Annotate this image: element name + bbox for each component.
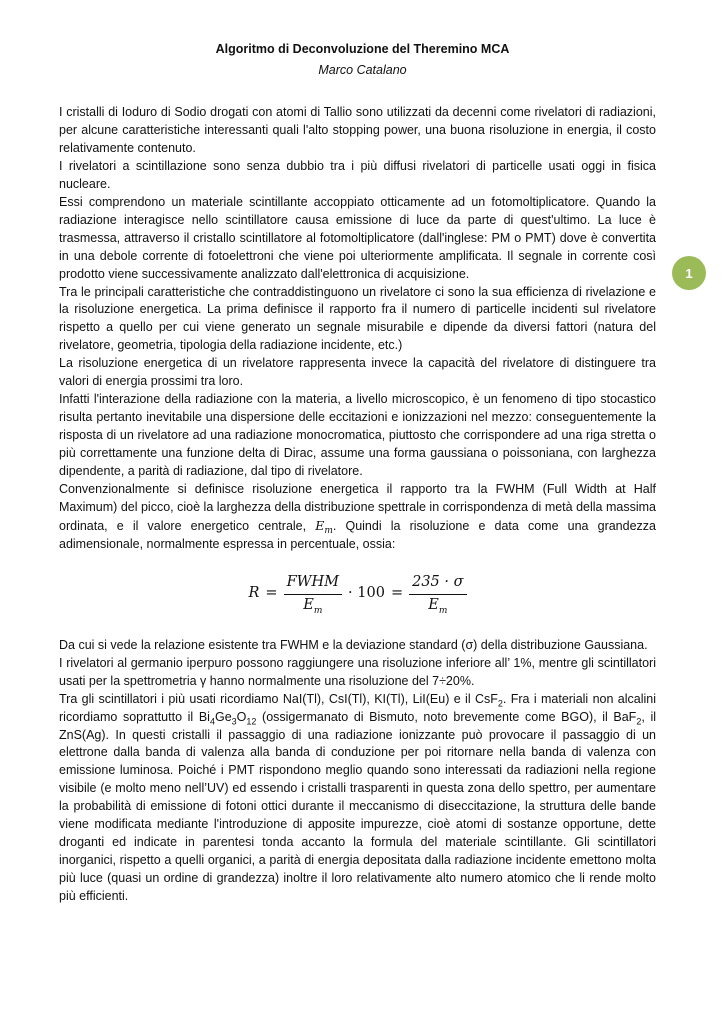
document-title: Algoritmo di Deconvoluzione del Theremino MCA bbox=[215, 42, 510, 56]
document-body bbox=[59, 104, 656, 906]
formula-fraction-sigma bbox=[409, 574, 466, 615]
paragraph bbox=[59, 481, 656, 554]
paragraph: I rivelatori al germanio iperpuro possono raggiungere una risoluzione inferiore all’ 1%, mentre gli scintillatori usati per la spettrometria γ hanno normalmente una risoluzione del 7÷20%. bbox=[59, 655, 656, 688]
fraction-numerator: FWHM bbox=[284, 574, 342, 595]
chemical-subscript: 2 bbox=[497, 698, 503, 709]
page-number-badge: 1 bbox=[672, 256, 706, 290]
resolution-formula bbox=[59, 574, 656, 615]
paragraph: Tra le principali caratteristiche che contraddistinguono un rivelatore ci sono la sua efficienza di rivelazione e la risoluzione energetica. La prima definisce il rapporto fra il numero di particelle incidenti sul rivelatore rispetto a quello per cui viene generato un segnale misurabile e dipende da diversi fattori (natura del rivelatore, geometria, tipologia della radiazione incidente, etc.) bbox=[59, 284, 656, 353]
text-run: Tra gli scintillatori i più usati ricordiamo NaI(Tl), CsI(Tl), KI(Tl), LiI(Eu) e il CsF bbox=[59, 691, 498, 706]
paragraph: I rivelatori a scintillazione sono senza dubbio tra i più diffusi rivelatori di particelle usati oggi in fisica nucleare. bbox=[59, 158, 656, 191]
math-symbol: E bbox=[315, 517, 325, 533]
chemical-subscript: 3 bbox=[231, 716, 237, 727]
fraction-denominator bbox=[425, 595, 450, 615]
chemical-subscript: 2 bbox=[636, 716, 642, 727]
formula-fraction-fwhm bbox=[284, 574, 342, 615]
fraction-numerator: 235 · σ bbox=[409, 574, 466, 595]
document-author: Marco Catalano bbox=[318, 63, 407, 77]
paragraph bbox=[59, 691, 656, 906]
chemical-subscript: 4 bbox=[209, 716, 215, 727]
paragraph: La risoluzione energetica di un rivelatore rappresenta invece la capacità del rivelatore di distinguere tra valori di energia prossimi tra loro. bbox=[59, 356, 656, 389]
formula-lhs: R bbox=[248, 585, 260, 602]
denominator-subscript: m bbox=[313, 605, 323, 616]
paragraph: Infatti l'interazione della radiazione con la materia, a livello microscopico, è un fenomeno di tipo stocastico risulta pertanto inevitabile una dispersione delle eccitazioni e ionizzazioni nel mezzo: conseguentemente la risposta di un rivelatore ad una radiazione monocromatica, piuttosto che corrispondere ad una riga stretta o più correttamente una funzione delta di Dirac, assume una forma gaussiana o poissoniana, con larghezza dipendente, a parità di radiazione, dal tipo di rivelatore. bbox=[59, 392, 656, 479]
text-run: (ossigermanato di Bismuto, noto brevemente come BGO), il BaF bbox=[256, 709, 637, 724]
text-run: . Fra i materiali non alcalini ricordiamo soprattutto il Bi bbox=[59, 691, 656, 724]
denominator-symbol: E bbox=[303, 596, 314, 613]
formula-equals: = bbox=[390, 585, 404, 602]
text-run: Convenzionalmente si definisce risoluzione energetica il rapporto tra la FWHM (Full Width at Half Maximum) del picco, cioè la larghezza della distribuzione spettrale in corrispondenza di metà della massima ordinata, e il valore energetico centrale, bbox=[59, 482, 656, 533]
math-subscript: m bbox=[324, 526, 333, 537]
denominator-subscript: m bbox=[438, 605, 448, 616]
denominator-symbol: E bbox=[428, 596, 439, 613]
text-run: , il ZnS(Ag). In questi cristalli il passaggio di una radiazione ionizzante può provocare il passaggio di un elettrone dalla banda di valenza alla banda di conduzione per poi ritornare nella banda di valenza con emissione luminosa. Poiché i PMT rispondono meglio quando sono interessati da radiazioni nella regione visibile (e molto meno nell’UV) ed essendo i cristalli trasparenti in questa zona dello spettro, per aumentare la probabilità di emissione di fotoni ottici durante il meccanismo di diseccitazione, la struttura delle bande viene modificata mediante l'introduzione di apposite impurezze, cioè atomi di sostanze opportune, dette droganti ed indicate in parentesi tonda accanto la formula del materiale scintillante. Gli scintillatori inorganici, rispetto a quelli organici, a parità di energia depositata dalla radiazione incidente emettono molta più luce (quasi un ordine di grandezza) inoltre il loro relativamente alto numero atomico che li rende molto più efficienti. bbox=[59, 709, 656, 904]
paragraph: Essi comprendono un materiale scintillante accoppiato otticamente ad un fotomoltiplicatore. Quando la radiazione interagisce nello scintillatore causa emissione di luce da parte di quest'ultimo. La luce è trasmessa, attraverso il cristallo scintillatore al fotomoltiplicatore (dall'inglese: PM o PMT) dove è convertita in una debole corrente di fotoelettroni che viene poi ulteriormente amplificata. Il segnale in corrente così prodotto viene successivamente analizzato dall'elettronica di acquisizione. bbox=[59, 194, 656, 281]
text-run: . Quindi la risoluzione e data come una grandezza adimensionale, normalmente espressa in percentuale, ossia: bbox=[59, 518, 656, 551]
formula-multiplier: · 100 bbox=[348, 585, 385, 602]
text-run: Ge bbox=[214, 709, 232, 724]
paragraph: I cristalli di Ioduro di Sodio drogati con atomi di Tallio sono utilizzati da decenni come rivelatori di radiazioni, per alcune caratteristiche interessanti quali l'alto stopping power, una buona risoluzione in energia, il costo relativamente contenuto. bbox=[59, 105, 656, 155]
text-run: O bbox=[236, 709, 247, 724]
formula-equals: = bbox=[265, 585, 278, 602]
fraction-denominator bbox=[300, 595, 325, 615]
paragraph: Da cui si vede la relazione esistente tra FWHM e la deviazione standard (σ) della distribuzione Gaussiana. bbox=[59, 637, 648, 652]
chemical-subscript: 12 bbox=[246, 716, 257, 727]
